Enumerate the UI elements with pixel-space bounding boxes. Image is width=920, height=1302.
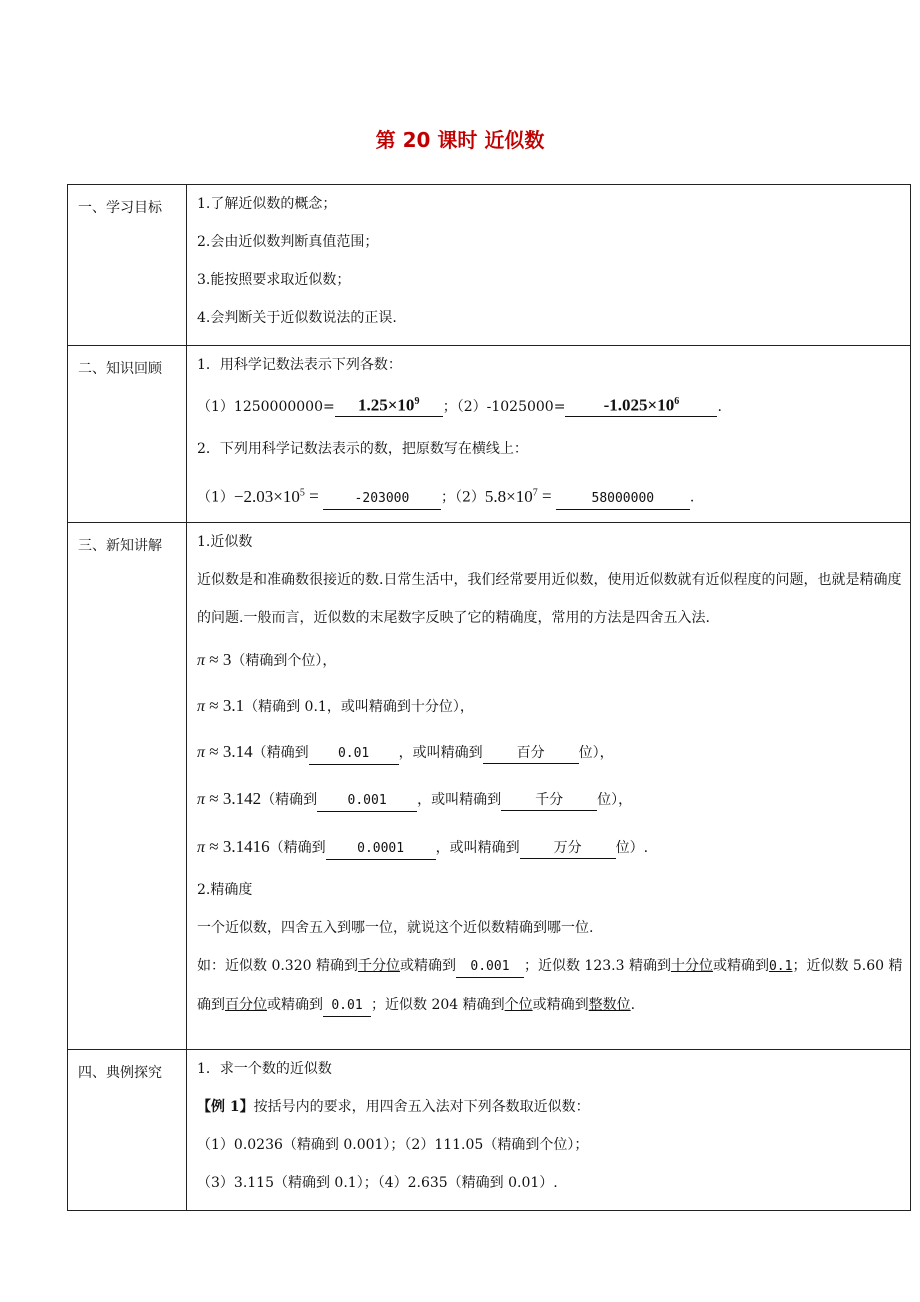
example-text: 如：近似数 0.320 精确到 [197,958,358,974]
pi-example [197,729,910,775]
q2a-expression [234,487,305,506]
page-title: 第 20 课时 近似数 [375,128,545,152]
expr-exponent: 7 [532,487,538,498]
goal-item: 4.会判断关于近似数说法的正误. [197,310,397,326]
pi-note: 位）. [615,840,649,856]
example-items: （1）0.0236（精确到 0.001）；（2）111.05（精确到个位）； [197,1137,589,1153]
pi-symbol: π [197,652,206,669]
example-tag: 【例 1】 [197,1099,254,1115]
question-2-items [197,468,910,518]
pi-example [197,683,910,729]
section-content [187,185,911,346]
paragraph: 近似数是和准确数很接近的数.日常生活中，我们经常要用近似数，使用近似数就有近似程度的问题，也就是精确度的问题.一般而言，近似数的末尾数字反映了它的精确度，常用的方法是四舍五入法. [197,572,902,626]
example-text: ；近似数 204 精确到 [371,997,505,1013]
precision-examples [197,947,910,1024]
example-text: 或精确到 [712,958,769,974]
answer-exponent: 6 [674,396,680,408]
approx-sign: ≈ [205,696,223,715]
answer-blank: 0.001 [317,791,417,812]
q1-separator: ；（2）-1025000= [442,399,566,415]
approx-sign: ≈ [205,742,223,761]
q2-end: . [689,489,695,506]
pi-example [197,823,910,871]
expr-exponent: 5 [299,487,305,498]
pi-example [197,637,910,683]
underlined-answer: 千分位 [357,958,400,974]
answer-blank: -203000 [323,489,441,510]
pi-note: （精确到个位）， [231,653,337,669]
pi-note: （精确到 0.1，或叫精确到十分位）， [244,699,474,715]
lesson-table [67,184,911,1211]
goal-item: 2.会由近似数判断真值范围； [197,234,379,250]
example-text: 或精确到 [399,958,456,974]
example-text: . [630,997,636,1013]
equals-sign: = [304,486,323,506]
q1-end: . [717,399,722,415]
pi-symbol: π [197,744,206,761]
pi-note: （精确到 [261,792,318,808]
answer-blank: 0.01 [309,744,399,765]
pi-example [197,775,910,823]
pi-note: （精确到 [269,840,326,856]
q2b-expression [485,487,538,506]
approx-sign: ≈ [205,650,223,669]
question-2: 2．下列用科学记数法表示的数，把原数写在横线上： [197,441,528,457]
pi-value: 3.14 [222,742,253,761]
paragraph: 一个近似数，四舍五入到哪一位，就说这个近似数精确到哪一位. [197,920,594,936]
subheading: 1．求一个数的近似数 [197,1061,332,1077]
answer-blank: 千分 [501,790,597,811]
section-label: 一、学习目标 [68,185,187,346]
pi-note: ，或叫精确到 [417,792,502,808]
underlined-answer: 百分位 [225,997,267,1013]
answer-text: -1.025×10 [603,396,675,415]
example-text: ；近似数 123.3 精确到 [523,958,671,974]
subheading: 1.近似数 [197,534,253,550]
answer-blank [565,392,717,417]
section-content [187,346,911,523]
pi-note: ，或叫精确到 [435,840,520,856]
answer-blank: 0.001 [456,957,524,978]
goal-item: 1.了解近似数的概念； [197,196,337,212]
section-label: 三、新知讲解 [68,523,187,1050]
pi-value: 3.142 [222,789,262,808]
approx-sign: ≈ [205,837,223,856]
answer-blank [335,392,443,417]
underlined-answer: 0.1 [768,959,793,974]
subheading: 2.精确度 [197,882,253,898]
example-items: （3）3.115（精确到 0.1）；（4）2.635（精确到 0.01）. [197,1175,558,1191]
pi-value: 3.1 [222,696,245,715]
example-prompt [197,1088,910,1126]
pi-note: 位）， [578,745,614,761]
question-1: 1．用科学记数法表示下列各数： [197,357,402,373]
underlined-answer: 整数位 [588,997,631,1013]
section-label: 二、知识回顾 [68,346,187,523]
section-content [187,523,911,1050]
answer-blank: 58000000 [556,489,690,510]
approx-sign: ≈ [205,789,223,808]
pi-note: 位）， [597,792,633,808]
section-content [187,1050,911,1211]
example-text: 或精确到 [267,997,323,1013]
equals-sign: = [537,486,556,506]
underlined-answer: 个位 [504,997,533,1013]
section-new-knowledge [68,523,911,1050]
underlined-answer: 十分位 [670,958,713,974]
pi-symbol: π [197,698,206,715]
pi-value: 3.1416 [222,837,270,856]
pi-note: ，或叫精确到 [398,745,483,761]
q2-separator: ；（2） [440,489,485,506]
pi-value: 3 [222,650,232,669]
answer-blank: 百分 [483,743,579,764]
example-text: 或精确到 [532,997,589,1013]
pi-symbol: π [197,791,206,808]
example-text: ；近似数 5.60 精确到 [197,958,903,1013]
expr-text: 5.8×10 [484,486,533,506]
q2a-prefix: （1） [197,489,234,506]
section-knowledge-review [68,346,911,523]
answer-blank: 0.0001 [326,839,436,860]
answer-text: 1.25×10 [358,396,415,415]
goal-item: 3.能按照要求取近似数； [197,272,351,288]
question-1-items [197,384,910,430]
answer-blank: 0.01 [323,996,371,1017]
section-example-study [68,1050,911,1211]
section-learning-goals [68,185,911,346]
answer-blank: 万分 [520,838,616,859]
pi-symbol: π [197,839,206,856]
answer-exponent: 9 [414,396,420,408]
q1a-prefix: （1）1250000000= [197,399,335,415]
pi-note: （精确到 [252,745,309,761]
example-text: 按括号内的要求，用四舍五入法对下列各数取近似数： [253,1099,590,1115]
expr-text: −2.03×10 [233,486,300,506]
section-label: 四、典例探究 [68,1050,187,1211]
